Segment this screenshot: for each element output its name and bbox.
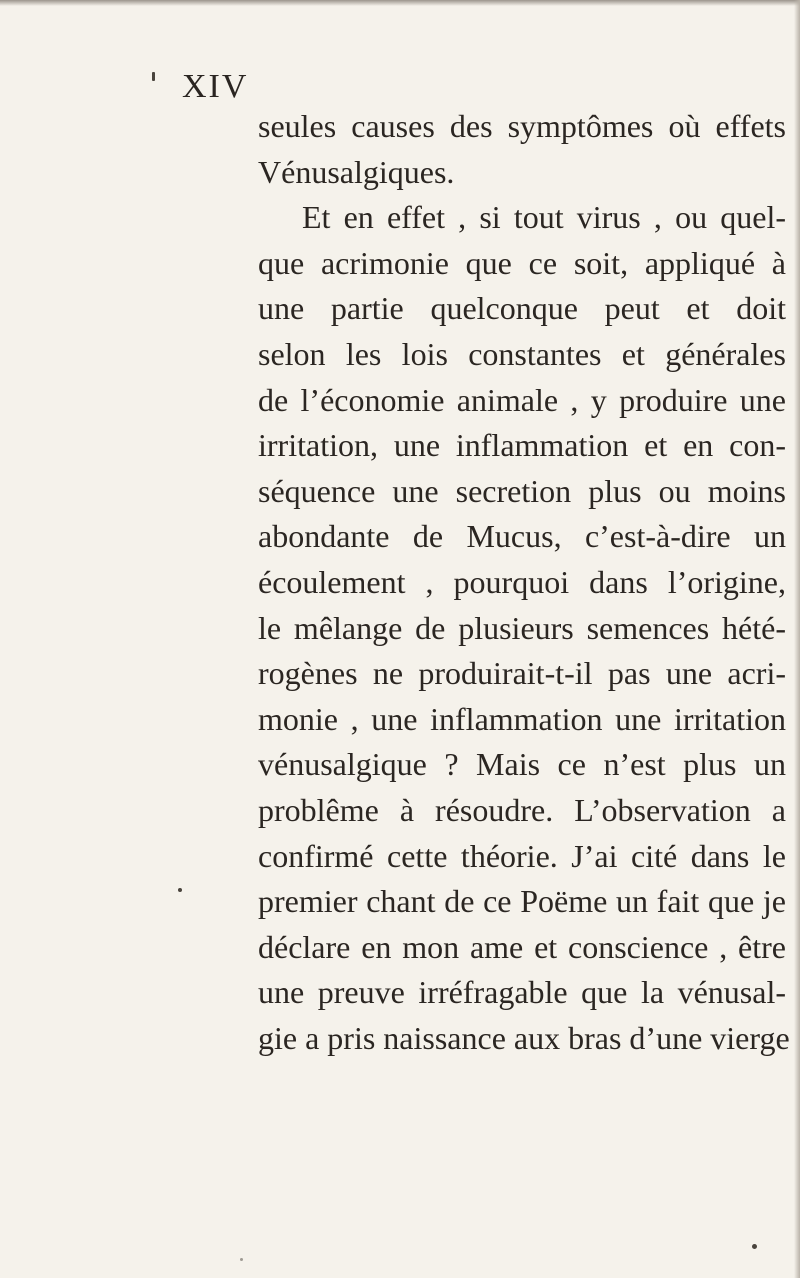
text-line: une preuve irréfragable que la vénusal- [258, 974, 786, 1011]
text-line: problême à résoudre. L’observation a [258, 791, 786, 828]
text-line: de l’économie animale , y produire une [258, 381, 786, 418]
body-text [258, 104, 790, 1061]
text-line: vénusalgique ? Mais ce n’est plus un [258, 746, 786, 783]
text-line: que acrimonie que ce soit, appliqué à [258, 244, 786, 281]
text-line: le mêlange de plusieurs semences hété- [258, 609, 786, 646]
text-line: abondante de Mucus, c’est-à-dire un [258, 518, 786, 555]
text-line: premier chant de ce Poëme un fait que je [258, 883, 786, 920]
text-line: monie , une inflammation une irritation [258, 700, 786, 737]
ink-speck [240, 1258, 243, 1261]
page-right-edge [794, 0, 800, 1278]
text-line: seules causes des symptômes où effets [258, 108, 786, 144]
text-line: irritation, une inflammation et en con- [258, 427, 786, 464]
text-line: rogènes ne produirait-t-il pas une acri- [258, 655, 786, 692]
text-line: séquence une secretion plus ou moins [258, 472, 786, 509]
text-line: écoulement , pourquoi dans l’origine, [258, 563, 786, 600]
ink-speck [152, 72, 155, 81]
page-top-edge [0, 0, 800, 6]
text-line: selon les lois constantes et générales [258, 335, 786, 372]
text-line: confirmé cette théorie. J’ai cité dans le [258, 837, 786, 874]
text-line: Et en effet , si tout virus , ou quel- [302, 199, 786, 236]
ink-speck [178, 888, 182, 892]
ink-speck [752, 1244, 757, 1249]
text-line: Vénusalgiques. [258, 153, 455, 190]
text-line: gie a pris naissance aux bras d’une vierge [258, 1019, 790, 1056]
text-line: une partie quelconque peut et doit [258, 290, 786, 327]
page-number: XIV [182, 68, 249, 105]
text-line: déclare en mon ame et conscience , être [258, 928, 786, 965]
